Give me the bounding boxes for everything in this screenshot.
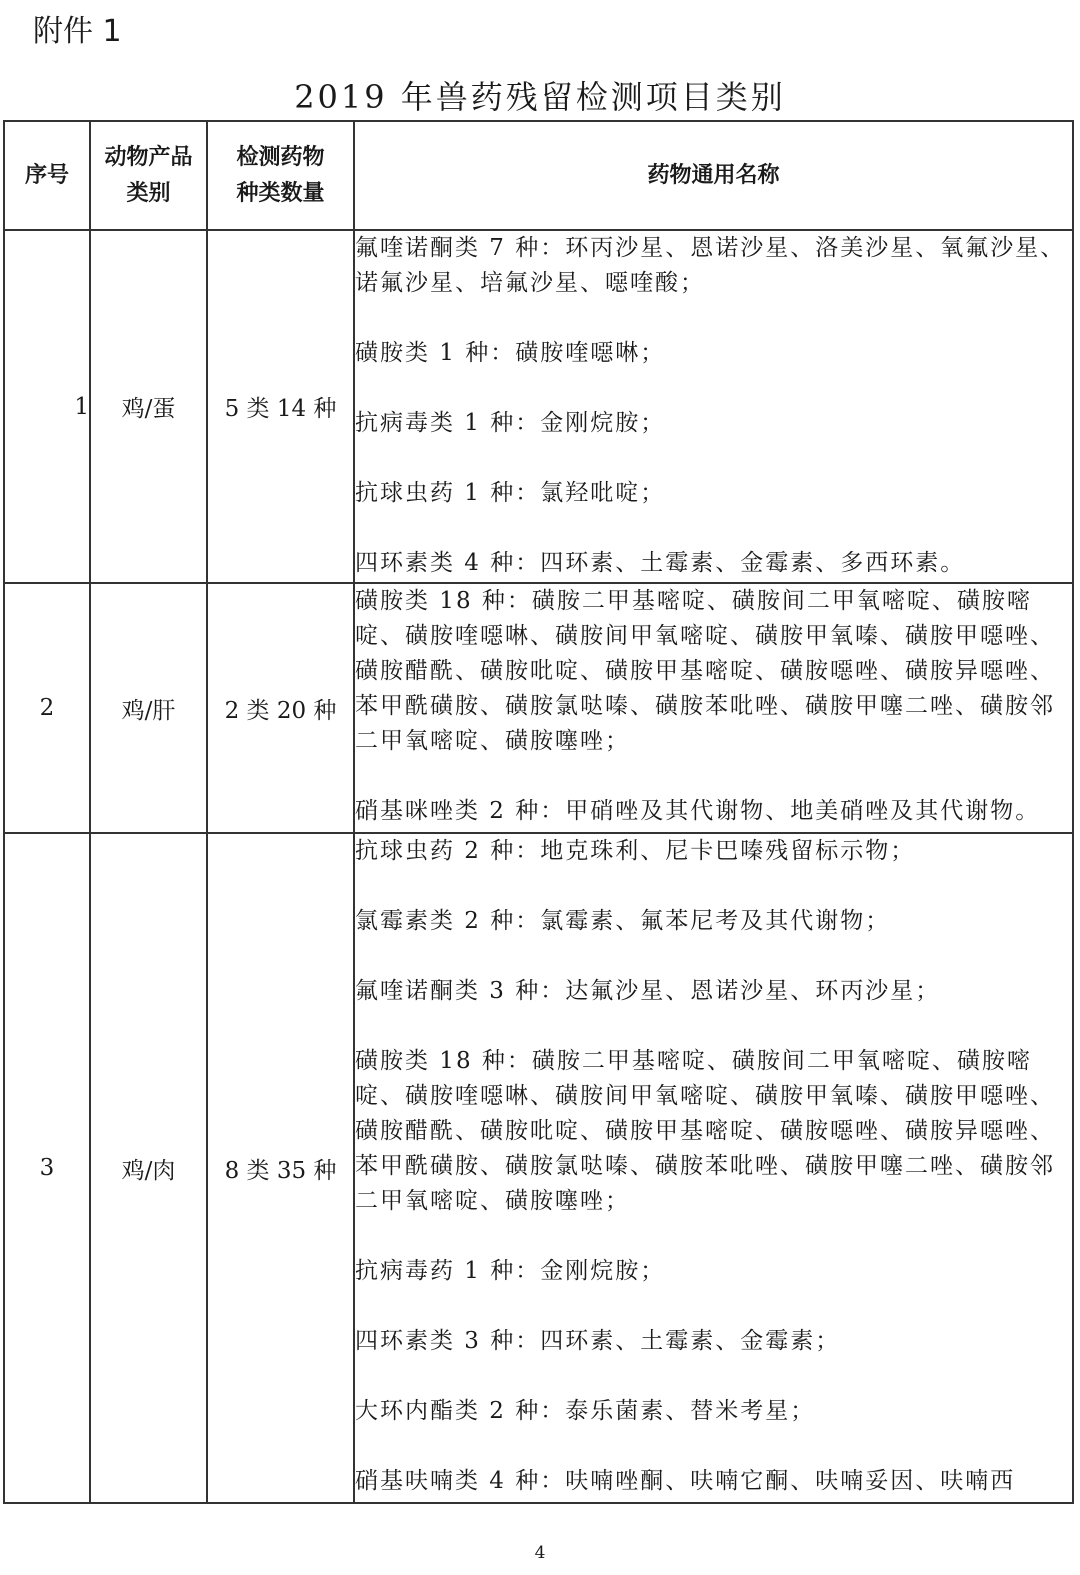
table-row (4, 230, 1073, 583)
drug-group: 四环素类 4 种：四环素、土霉素、金霉素、多西环素。 (355, 550, 966, 576)
header-count (207, 121, 354, 230)
drug-group: 抗病毒药 1 种：金刚烷胺； (355, 1258, 666, 1284)
row-product: 鸡/蛋 (90, 230, 207, 583)
row-seq: 3 (4, 833, 90, 1503)
drug-group: 四环素类 3 种：四环素、土霉素、金霉素； (355, 1328, 841, 1354)
drug-group: 磺胺类 18 种：磺胺二甲基嘧啶、磺胺间二甲氧嘧啶、磺胺嘧啶、磺胺喹噁啉、磺胺间甲氧嘧啶、磺胺甲氧嗪、磺胺甲噁唑、磺胺醋酰、磺胺吡啶、磺胺甲基嘧啶、磺胺噁唑、磺胺异噁唑、苯甲酰磺胺、磺胺氯哒嗪、磺胺苯吡唑、磺胺甲噻二唑、磺胺邻二甲氧嘧啶、磺胺噻唑； (355, 588, 1055, 754)
attachment-label: 附件 1 (33, 14, 122, 49)
row-drug-names (354, 583, 1073, 833)
row-seq: 1 (4, 230, 90, 583)
row-drug-names (354, 230, 1073, 583)
table-row (4, 833, 1073, 1503)
header-product-line1: 动物产品 (104, 144, 193, 170)
header-count-line2: 种类数量 (236, 180, 325, 206)
drug-group: 硝基呋喃类 4 种：呋喃唑酮、呋喃它酮、呋喃妥因、呋喃西 (355, 1468, 1016, 1494)
row-count: 2 类 20 种 (207, 583, 354, 833)
header-product-line2: 类别 (126, 180, 171, 206)
header-count-line1: 检测药物 (236, 144, 325, 170)
row-product: 鸡/肉 (90, 833, 207, 1503)
row-seq: 2 (4, 583, 90, 833)
table-header-row (4, 121, 1073, 230)
drug-group: 抗球虫药 2 种：地克珠利、尼卡巴嗪残留标示物； (355, 838, 916, 864)
drug-group: 氟喹诺酮类 3 种：达氟沙星、恩诺沙星、环丙沙星； (355, 978, 941, 1004)
header-names: 药物通用名称 (354, 121, 1073, 230)
document-title: 2019 年兽药残留检测项目类别 (294, 78, 786, 116)
row-count: 8 类 35 种 (207, 833, 354, 1503)
drug-group: 氟喹诺酮类 7 种：环丙沙星、恩诺沙星、洛美沙星、氧氟沙星、诺氟沙星、培氟沙星、噁喹酸； (355, 235, 1066, 296)
row-product: 鸡/肝 (90, 583, 207, 833)
header-product (90, 121, 207, 230)
row-count: 5 类 14 种 (207, 230, 354, 583)
drug-group: 磺胺类 18 种：磺胺二甲基嘧啶、磺胺间二甲氧嘧啶、磺胺嘧啶、磺胺喹噁啉、磺胺间甲氧嘧啶、磺胺甲氧嗪、磺胺甲噁唑、磺胺醋酰、磺胺吡啶、磺胺甲基嘧啶、磺胺噁唑、磺胺异噁唑、苯甲酰磺胺、磺胺氯哒嗪、磺胺苯吡唑、磺胺甲噻二唑、磺胺邻二甲氧嘧啶、磺胺噻唑； (355, 1048, 1055, 1214)
header-seq: 序号 (4, 121, 90, 230)
drug-group: 抗球虫药 1 种：氯羟吡啶； (355, 480, 666, 506)
page-number: 4 (534, 1543, 546, 1563)
residue-table (3, 120, 1074, 1504)
drug-group: 大环内酯类 2 种：泰乐菌素、替米考星； (355, 1398, 816, 1424)
drug-group: 氯霉素类 2 种：氯霉素、氟苯尼考及其代谢物； (355, 908, 891, 934)
table-row (4, 583, 1073, 833)
drug-group: 硝基咪唑类 2 种：甲硝唑及其代谢物、地美硝唑及其代谢物。 (355, 798, 1041, 824)
row-drug-names (354, 833, 1073, 1503)
drug-group: 抗病毒类 1 种：金刚烷胺； (355, 410, 666, 436)
drug-group: 磺胺类 1 种：磺胺喹噁啉； (355, 340, 666, 366)
